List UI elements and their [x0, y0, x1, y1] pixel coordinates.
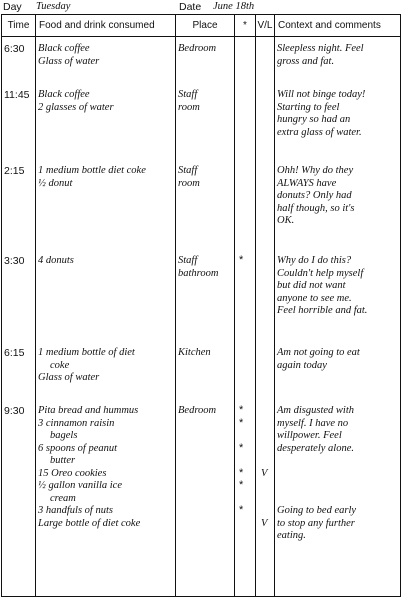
- entry-time: 11:45: [4, 89, 30, 101]
- food-line: Glass of water: [38, 55, 100, 67]
- food-line: Pita bread and hummus: [38, 405, 139, 416]
- comment-line: Couldn't help myself: [277, 267, 364, 279]
- food-line: 3 cinnamon raisin: [38, 417, 115, 429]
- place-line: Kitchen: [178, 347, 211, 358]
- food-column: [36, 37, 175, 596]
- food-line: butter: [50, 455, 76, 466]
- comment-line: extra glass of water.: [277, 126, 362, 138]
- comment-line: willpower. Feel: [277, 430, 342, 441]
- food-line: 3 handfuls of nuts: [38, 505, 113, 516]
- food-line: 1 medium bottle diet coke: [38, 165, 146, 176]
- place-line: Staff: [178, 89, 198, 100]
- place-line: room: [178, 177, 200, 189]
- comment-line: OK.: [277, 215, 295, 226]
- comment-line: Why do I do this?: [277, 255, 352, 266]
- food-line: 6 spoons of peanut: [38, 442, 118, 454]
- comment-line: Am not going to eat: [277, 347, 360, 358]
- comment-line: Am disgusted with: [277, 405, 355, 416]
- place-line: bathroom: [178, 267, 219, 279]
- entry-time: 3:30: [4, 255, 25, 267]
- comment-line: Going to bed early: [277, 505, 357, 516]
- col-header-star: *: [235, 15, 256, 37]
- comment-line: Will not binge today!: [277, 89, 366, 100]
- food-line: 1 medium bottle of diet: [38, 347, 135, 358]
- comments-column: [275, 37, 400, 596]
- comment-line: Starting to feel: [277, 101, 340, 113]
- comment-line: half though, so it's: [277, 202, 355, 214]
- col-header-vl: V/L: [256, 15, 275, 37]
- binge-star-mark: *: [239, 254, 244, 266]
- star-column: [235, 37, 255, 596]
- food-line: Black coffee: [38, 43, 90, 54]
- table-body-row: [2, 37, 401, 597]
- entry-time: 2:15: [4, 165, 25, 177]
- food-line: bagels: [50, 430, 78, 441]
- col-header-food: Food and drink consumed: [36, 15, 176, 37]
- binge-star-mark: *: [239, 504, 244, 516]
- food-line: 4 donuts: [38, 255, 74, 266]
- binge-star-mark: *: [239, 404, 244, 416]
- day-value: Tuesday: [36, 1, 71, 12]
- col-header-place: Place: [176, 15, 235, 37]
- binge-star-mark: *: [239, 479, 244, 491]
- vl-mark: V: [261, 467, 268, 479]
- comment-line: but did not want: [277, 280, 346, 291]
- food-line: ½ gallon vanilla ice: [38, 480, 122, 491]
- comment-line: to stop any further: [277, 517, 355, 529]
- comment-line: Feel horrible and fat.: [277, 305, 368, 316]
- place-line: Staff: [178, 255, 198, 266]
- comment-line: Sleepless night. Feel: [277, 43, 364, 54]
- entry-time: 9:30: [4, 405, 25, 417]
- comment-line: desperately alone.: [277, 442, 354, 454]
- comment-line: myself. I have no: [277, 417, 349, 429]
- food-line: Black coffee: [38, 89, 90, 100]
- date-label: Date: [179, 1, 202, 13]
- vl-column: [256, 37, 274, 596]
- binge-star-mark: *: [239, 441, 244, 454]
- entry-time: 6:15: [4, 347, 25, 359]
- col-header-time: Time: [2, 15, 36, 37]
- food-line: Glass of water: [38, 372, 100, 383]
- vl-mark: V: [261, 517, 268, 529]
- comment-line: again today: [277, 359, 327, 371]
- entry-time: 6:30: [4, 43, 25, 55]
- place-line: room: [178, 101, 200, 113]
- comment-line: gross and fat.: [277, 55, 335, 67]
- comment-line: eating.: [277, 530, 306, 541]
- binge-star-mark: *: [239, 416, 244, 429]
- table-header-row: [2, 15, 401, 37]
- food-line: cream: [50, 492, 76, 504]
- food-line: ½ donut: [38, 177, 73, 189]
- food-line: 2 glasses of water: [38, 101, 114, 113]
- comment-line: donuts? Only had: [277, 190, 352, 201]
- day-label: Day: [3, 1, 22, 13]
- place-line: Bedroom: [178, 43, 217, 54]
- food-line: coke: [50, 359, 70, 371]
- place-line: Bedroom: [178, 405, 217, 416]
- binge-star-mark: *: [239, 466, 244, 479]
- place-column: [176, 37, 234, 596]
- comment-line: anyone to see me.: [277, 292, 352, 304]
- time-column: [2, 37, 35, 596]
- comment-line: ALWAYS have: [277, 177, 337, 189]
- col-header-comments: Context and comments: [275, 15, 401, 37]
- comment-line: Ohh! Why do they: [277, 165, 354, 176]
- date-value: June 18th: [213, 1, 255, 12]
- food-line: Large bottle of diet coke: [38, 517, 141, 529]
- food-diary-table: [1, 14, 401, 597]
- place-line: Staff: [178, 165, 198, 176]
- comment-line: hungry so had an: [277, 114, 351, 125]
- food-line: 15 Oreo cookies: [38, 467, 107, 479]
